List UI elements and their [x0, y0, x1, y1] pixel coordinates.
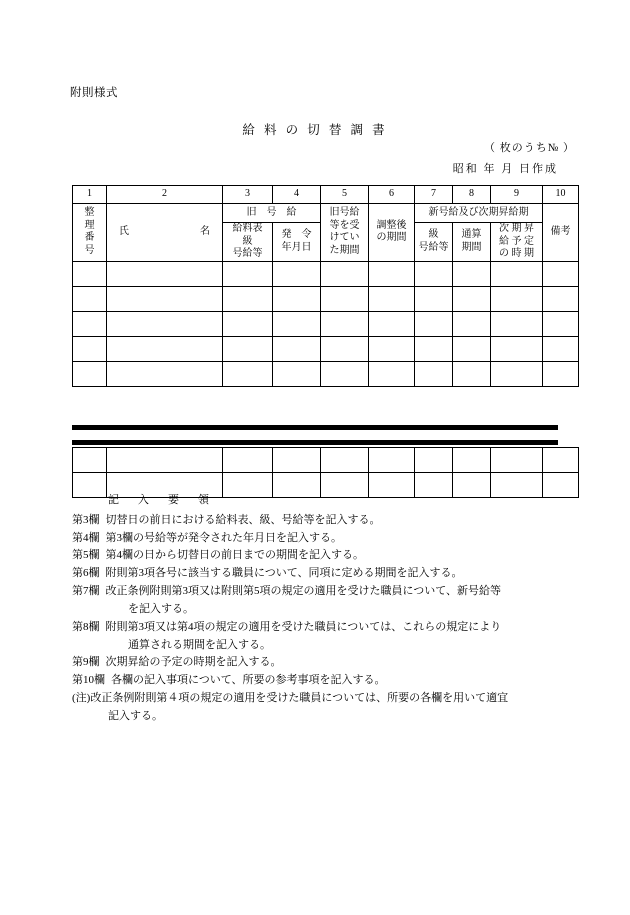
cell [73, 336, 107, 361]
cell [415, 286, 453, 311]
form-label: 附則様式 [70, 87, 118, 99]
cell [415, 261, 453, 286]
cell [73, 311, 107, 336]
note-text-6: 附則第3項各号に該当する職員について、同項に定める期間を記入する。 [105, 567, 463, 580]
col-num-7: 7 [415, 186, 453, 204]
cell [543, 448, 579, 473]
note-item-5 [72, 547, 572, 565]
note-text-final-cont: 記入する。 [108, 709, 163, 722]
header-new-grade: 級 号給等 [415, 223, 453, 262]
cell [491, 286, 543, 311]
cell [491, 361, 543, 386]
table-row-group-headers [73, 204, 579, 223]
col-num-3: 3 [223, 186, 273, 204]
cell [321, 448, 369, 473]
cell [73, 361, 107, 386]
note-item-9 [72, 654, 572, 672]
cell [369, 361, 415, 386]
header-old-pay-period: 旧号給 等を受 けてい た期間 [321, 204, 369, 262]
cell [223, 286, 273, 311]
cell [321, 311, 369, 336]
col-num-9: 9 [491, 186, 543, 204]
cell [273, 336, 321, 361]
divider-bar-bottom [72, 440, 558, 445]
note-item-10 [72, 672, 572, 690]
note-label-final: (注) [72, 691, 91, 704]
note-label-7: 第7欄 [72, 585, 100, 598]
table-row [73, 336, 579, 361]
col-num-5: 5 [321, 186, 369, 204]
cell [223, 448, 273, 473]
header-group-new-pay: 新号給及び次期昇給期 [415, 204, 543, 223]
cell [453, 311, 491, 336]
header-group-old-pay: 旧 号 給 [223, 204, 321, 223]
cell [453, 361, 491, 386]
table-row [73, 261, 579, 286]
note-label-9: 第9欄 [72, 656, 100, 669]
note-text-9: 次期昇給の予定の時期を記入する。 [105, 656, 282, 669]
header-remarks: 備考 [543, 204, 579, 262]
note-text-final: 改正条例附則第４項の規定の適用を受けた職員については、所要の各欄を用いて適宜 [90, 691, 509, 704]
cell [369, 448, 415, 473]
cell [321, 286, 369, 311]
cell [491, 311, 543, 336]
cell [415, 448, 453, 473]
notes-section [72, 492, 572, 726]
table-row-column-numbers [73, 186, 579, 204]
cell [491, 336, 543, 361]
note-text-5: 第4欄の日から切替日の前日までの期間を記入する。 [105, 549, 364, 562]
cell [273, 311, 321, 336]
cell [73, 286, 107, 311]
cell [73, 448, 107, 473]
note-item-final [72, 690, 572, 708]
header-seiri-bango: 整 理 番 号 [73, 204, 107, 262]
table-row [73, 361, 579, 386]
cell [369, 336, 415, 361]
note-item-3 [72, 512, 572, 530]
note-text-4: 第3欄の号給等が発令された年月日を記入する。 [105, 531, 342, 544]
note-label-4: 第4欄 [72, 531, 100, 544]
header-issue-date: 発 令 年月日 [273, 223, 321, 262]
header-total-period: 通算 期間 [453, 223, 491, 262]
col-num-6: 6 [369, 186, 415, 204]
col-num-2: 2 [107, 186, 223, 204]
note-text-10: 各欄の記入事項について、所要の参考事項を記入する。 [111, 674, 386, 687]
header-next-raise-time: 次 期 昇 給 予 定 の 時 期 [491, 223, 543, 262]
cell [321, 261, 369, 286]
note-text-7-cont: を記入する。 [128, 602, 194, 615]
cell [453, 448, 491, 473]
cell [369, 286, 415, 311]
divider-bar-top [72, 425, 558, 430]
cell [223, 361, 273, 386]
note-item-6 [72, 565, 572, 583]
cell [223, 311, 273, 336]
cell [273, 261, 321, 286]
note-label-6: 第6欄 [72, 567, 100, 580]
note-text-8-cont: 通算される期間を記入する。 [128, 638, 271, 651]
table-row [73, 311, 579, 336]
creation-date-line: 昭和 年 月 日作成 [452, 163, 558, 175]
table-row [73, 448, 579, 473]
cell [543, 361, 579, 386]
header-name-left: 氏 [119, 226, 129, 237]
cell [543, 261, 579, 286]
note-label-8: 第8欄 [72, 620, 100, 633]
cell [543, 311, 579, 336]
cell [415, 336, 453, 361]
cell [369, 261, 415, 286]
sheet-number-line: （ 枚のうち№ ） [484, 142, 575, 154]
cell [321, 361, 369, 386]
cell [107, 261, 223, 286]
note-item-4 [72, 530, 572, 548]
header-pay-table-grade: 給料表 級 号給等 [223, 223, 273, 262]
cell [73, 261, 107, 286]
cell [107, 336, 223, 361]
cell [223, 336, 273, 361]
main-table [72, 185, 579, 387]
cell [543, 286, 579, 311]
header-adjusted-period: 調整後 の期間 [369, 204, 415, 262]
note-text-7: 改正条例附則第3項又は附則第5項の規定の適用を受けた職員について、新号給等 [105, 585, 502, 598]
cell [107, 361, 223, 386]
cell [415, 361, 453, 386]
cell [107, 311, 223, 336]
note-label-3: 第3欄 [72, 513, 100, 526]
cell [453, 261, 491, 286]
cell [273, 361, 321, 386]
header-name-right: 名 [200, 226, 210, 237]
cell [321, 336, 369, 361]
col-num-1: 1 [73, 186, 107, 204]
header-name [107, 204, 223, 262]
page-title: 給 料 の 切 替 調 書 [242, 123, 388, 137]
notes-title: 記 入 要 領 [108, 494, 213, 506]
cell [491, 448, 543, 473]
table-row [73, 286, 579, 311]
note-item-7 [72, 583, 572, 601]
cell [273, 286, 321, 311]
note-text-3: 切替日の前日における給料表、級、号給等を記入する。 [105, 513, 381, 526]
cell [491, 261, 543, 286]
cell [107, 448, 223, 473]
sub-table [72, 447, 579, 498]
note-label-5: 第5欄 [72, 549, 100, 562]
cell [453, 286, 491, 311]
cell [369, 311, 415, 336]
note-item-8 [72, 619, 572, 637]
cell [273, 448, 321, 473]
col-num-10: 10 [543, 186, 579, 204]
cell [543, 336, 579, 361]
note-label-10: 第10欄 [72, 674, 105, 687]
cell [415, 311, 453, 336]
cell [453, 336, 491, 361]
col-num-8: 8 [453, 186, 491, 204]
col-num-4: 4 [273, 186, 321, 204]
note-text-8: 附則第3項又は第4項の規定の適用を受けた職員については、これらの規定により [105, 620, 502, 633]
cell [107, 286, 223, 311]
cell [223, 261, 273, 286]
